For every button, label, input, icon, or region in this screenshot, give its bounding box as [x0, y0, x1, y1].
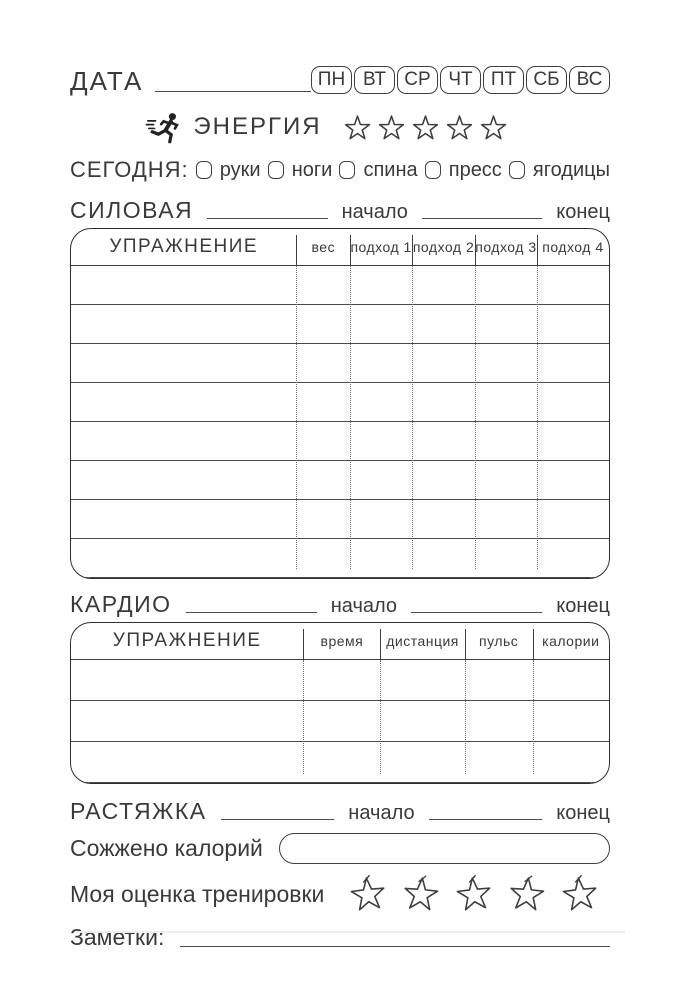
rating-star-icon[interactable]: [346, 872, 390, 916]
checkbox-abs[interactable]: [425, 161, 441, 179]
option-label: пресс: [448, 158, 502, 181]
stretch-end-line[interactable]: [429, 819, 543, 820]
day-button-mon[interactable]: ПН: [311, 66, 352, 94]
muscle-option-back: [339, 159, 417, 182]
col-set1: подход 1: [350, 239, 412, 255]
column-divider-dotted: [533, 660, 534, 774]
day-button-wed[interactable]: СР: [397, 66, 438, 94]
muscle-option-glutes: [509, 159, 610, 182]
checkbox-back[interactable]: [339, 161, 355, 179]
start-label: начало: [330, 595, 398, 617]
muscle-option-abs: [425, 159, 502, 182]
today-label: СЕГОДНЯ:: [70, 157, 189, 182]
calories-label: Сожжено калорий: [70, 834, 263, 861]
notes-input-line[interactable]: [180, 946, 610, 947]
col-exercise: УПРАЖНЕНИЕ: [109, 236, 259, 257]
start-label: начало: [348, 802, 415, 824]
option-label: спина: [363, 158, 418, 181]
col-weight: вес: [311, 239, 336, 255]
header-divider: [533, 629, 534, 659]
energy-star-rating: [344, 114, 507, 141]
muscle-option-legs: [268, 159, 333, 182]
header-divider: [465, 629, 466, 659]
strength-table: [70, 228, 610, 579]
rating-row: [70, 873, 610, 915]
day-button-fri[interactable]: ПТ: [483, 66, 524, 94]
energy-star-icon[interactable]: [412, 114, 439, 141]
day-button-sun[interactable]: ВС: [569, 66, 610, 94]
option-label: ягодицы: [532, 158, 610, 181]
rating-star-icon[interactable]: [400, 872, 443, 915]
end-label: конец: [556, 595, 611, 617]
muscle-option-arms: [196, 159, 261, 182]
cardio-end-line[interactable]: [411, 612, 542, 613]
strength-table-row[interactable]: [71, 422, 609, 461]
cardio-table-body: [71, 660, 609, 783]
strength-label: СИЛОВАЯ: [70, 197, 194, 223]
strength-end-line[interactable]: [422, 218, 542, 219]
today-row: [70, 156, 610, 184]
date-label: ДАТА: [70, 66, 144, 96]
date-row: [70, 64, 610, 94]
strength-table-row[interactable]: [71, 344, 609, 383]
rating-star-icon[interactable]: [506, 872, 549, 915]
header-divider: [412, 235, 413, 265]
cardio-table: [70, 622, 610, 784]
strength-table-row[interactable]: [71, 266, 609, 305]
col-distance: дистанция: [386, 633, 459, 649]
energy-star-icon[interactable]: [480, 114, 507, 141]
rating-label: Моя оценка тренировки: [70, 880, 325, 907]
page-bottom-edge: [76, 931, 625, 933]
day-button-sat[interactable]: СБ: [526, 66, 567, 94]
runner-icon: [145, 111, 185, 144]
strength-table-row[interactable]: [71, 539, 609, 578]
header-divider: [350, 235, 351, 265]
header-divider: [296, 235, 297, 265]
column-divider-dotted: [296, 266, 297, 569]
stretch-section-row: [70, 797, 610, 823]
day-button-thu[interactable]: ЧТ: [440, 66, 481, 94]
energy-star-icon[interactable]: [446, 114, 473, 141]
strength-table-row[interactable]: [71, 305, 609, 344]
column-divider-dotted: [537, 266, 538, 569]
checkbox-arms[interactable]: [196, 161, 212, 179]
col-calories: калории: [542, 633, 600, 649]
checkbox-glutes[interactable]: [509, 161, 525, 179]
col-set3: подход 3: [475, 239, 537, 255]
header-divider: [380, 629, 381, 659]
end-label: конец: [556, 201, 610, 223]
rating-star-icon[interactable]: [452, 872, 496, 916]
stretch-label: РАСТЯЖКА: [70, 798, 207, 824]
option-label: руки: [219, 158, 261, 181]
column-divider-dotted: [475, 266, 476, 569]
workout-star-rating: [348, 874, 600, 914]
day-button-tue[interactable]: ВТ: [354, 66, 395, 94]
cardio-section-row: [70, 590, 610, 616]
header-divider: [537, 235, 538, 265]
column-divider-dotted: [380, 660, 381, 774]
start-label: начало: [341, 201, 408, 223]
weekday-selector: [311, 66, 610, 94]
cardio-start-line[interactable]: [186, 612, 317, 613]
energy-row: [56, 108, 596, 146]
notes-row: [70, 921, 610, 949]
strength-start-line[interactable]: [207, 218, 327, 219]
checkbox-legs[interactable]: [268, 161, 284, 179]
energy-star-icon[interactable]: [344, 114, 371, 141]
energy-star-icon[interactable]: [378, 114, 405, 141]
strength-table-row[interactable]: [71, 383, 609, 422]
column-divider-dotted: [350, 266, 351, 569]
stretch-start-line[interactable]: [221, 819, 335, 820]
rating-star-icon[interactable]: [558, 872, 602, 916]
cardio-label: КАРДИО: [70, 591, 172, 617]
column-divider-dotted: [412, 266, 413, 569]
strength-table-body: [71, 266, 609, 578]
header-divider: [475, 235, 476, 265]
col-set4: подход 4: [542, 239, 604, 255]
cardio-table-row[interactable]: [71, 660, 609, 701]
header-divider: [303, 629, 304, 659]
option-label: ноги: [291, 158, 333, 181]
strength-table-header: [71, 229, 609, 266]
calories-input[interactable]: [279, 833, 610, 864]
cardio-table-header: [71, 623, 609, 660]
cardio-table-row[interactable]: [71, 742, 609, 783]
column-divider-dotted: [303, 660, 304, 774]
cardio-table-row[interactable]: [71, 701, 609, 742]
strength-table-row[interactable]: [71, 461, 609, 500]
col-pulse: пульс: [479, 633, 519, 649]
column-divider-dotted: [465, 660, 466, 774]
end-label: конец: [556, 802, 610, 824]
calories-row: [70, 831, 610, 865]
col-exercise: УПРАЖНЕНИЕ: [112, 630, 262, 651]
energy-label: ЭНЕРГИЯ: [193, 113, 322, 140]
notes-label: Заметки:: [70, 924, 165, 950]
date-input-line[interactable]: [155, 91, 311, 92]
col-set2: подход 2: [412, 239, 475, 255]
col-time: время: [320, 633, 364, 649]
strength-section-row: [70, 196, 610, 222]
strength-table-row[interactable]: [71, 500, 609, 539]
